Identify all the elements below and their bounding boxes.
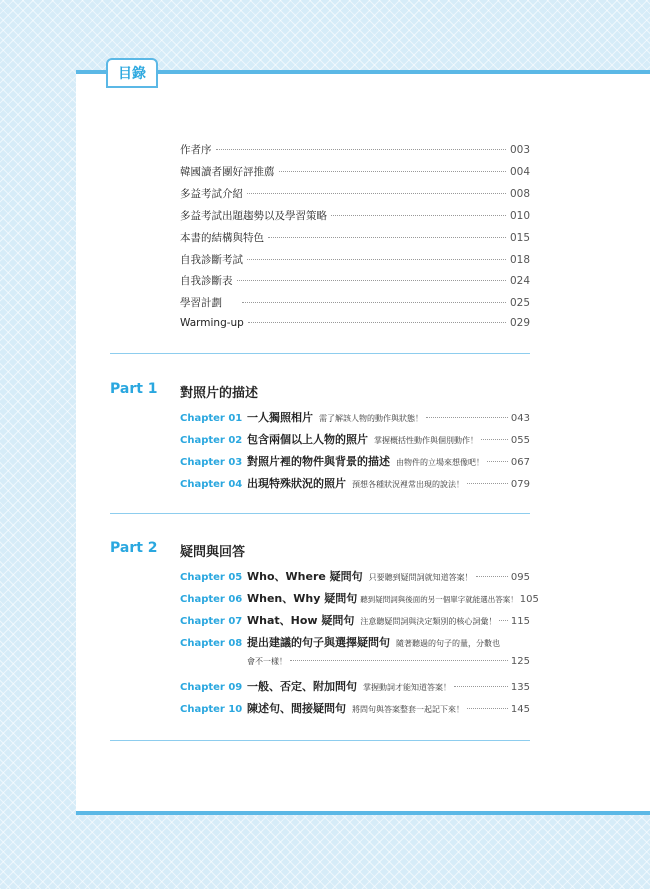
- toc-page: 025: [509, 297, 530, 309]
- toc-title: 作者序: [180, 144, 212, 156]
- toc-row[interactable]: [180, 252, 530, 267]
- chapter-title: What、How 疑問句: [247, 614, 355, 627]
- leader-dots: [426, 417, 508, 418]
- part-title: 對照片的描述: [180, 386, 259, 401]
- chapter-title: 陳述句、間接疑問句: [247, 702, 346, 715]
- part-label: Part 2: [110, 540, 158, 556]
- chapter-title: 出現特殊狀況的照片: [247, 477, 346, 490]
- chapter-code: Chapter 09: [180, 682, 243, 693]
- chapter-row-continued[interactable]: [247, 656, 530, 667]
- leader-dots: [242, 302, 506, 303]
- chapter-code: Chapter 05: [180, 572, 243, 583]
- chapter-desc: 由物件的立場來想像吧！: [396, 458, 484, 467]
- chapter-page: 043: [510, 413, 530, 424]
- chapter-desc: 掌握動詞才能知道答案！: [363, 683, 451, 692]
- chapter-title: 一般、否定、附加問句: [247, 680, 357, 693]
- chapter-row[interactable]: [180, 568, 530, 584]
- chapter-desc-continued: 會不一樣！: [247, 657, 287, 666]
- section-divider: [110, 740, 530, 741]
- leader-dots: [499, 620, 508, 621]
- toc-title: 多益考試介紹: [180, 188, 243, 200]
- toc-page: 018: [509, 254, 530, 266]
- chapter-page: 145: [510, 704, 530, 715]
- chapter-code: Chapter 04: [180, 479, 243, 490]
- toc-page: 015: [509, 232, 530, 244]
- chapter-desc: 需了解該人物的動作與狀態！: [319, 414, 423, 423]
- toc-row[interactable]: [180, 317, 530, 329]
- chapter-desc: 聽到疑問詞與後面的另一個單字就能選出答案！: [360, 595, 518, 604]
- chapter-desc: 注意聽疑問詞與決定類別的核心詞彙！: [360, 617, 497, 626]
- toc-title: 多益考試出題趨勢以及學習策略: [180, 210, 327, 222]
- chapter-page: 055: [510, 435, 530, 446]
- leader-dots: [331, 215, 506, 216]
- chapter-title: 提出建議的句子與選擇疑問句: [247, 636, 390, 649]
- leader-dots: [481, 439, 508, 440]
- chapter-row[interactable]: [180, 700, 530, 716]
- leader-dots: [467, 708, 508, 709]
- toc-page: 024: [509, 275, 530, 287]
- toc-title: 自我診斷考試: [180, 254, 243, 266]
- chapter-code: Chapter 07: [180, 616, 243, 627]
- toc-row[interactable]: [180, 208, 530, 223]
- leader-dots: [476, 576, 508, 577]
- toc-row[interactable]: [180, 142, 530, 157]
- chapter-title: 對照片裡的物件與背景的描述: [247, 455, 390, 468]
- chapter-code: Chapter 06: [180, 594, 243, 605]
- chapter-page: 115: [510, 616, 530, 627]
- chapter-page: 135: [510, 682, 530, 693]
- footer-rule: [76, 811, 650, 815]
- leader-dots: [237, 280, 506, 281]
- leader-dots: [268, 237, 506, 238]
- header-rule: [76, 70, 650, 74]
- chapter-title: 一人獨照相片: [247, 411, 313, 424]
- chapter-row[interactable]: [180, 678, 530, 694]
- toc-page: 029: [509, 317, 530, 329]
- chapter-code: Chapter 03: [180, 457, 243, 468]
- toc-page: 003: [509, 144, 530, 156]
- toc-row[interactable]: [180, 186, 530, 201]
- chapter-row[interactable]: [180, 612, 530, 628]
- section-divider: [110, 513, 530, 514]
- toc-title: 自我診斷表: [180, 275, 233, 287]
- part-label: Part 1: [110, 381, 158, 397]
- toc-title: Warming-up: [180, 317, 244, 329]
- leader-dots: [290, 660, 508, 661]
- chapter-row[interactable]: [180, 431, 530, 447]
- leader-dots: [247, 259, 506, 260]
- chapter-row[interactable]: [180, 590, 539, 606]
- chapter-row[interactable]: [180, 475, 530, 491]
- chapter-page: 125: [510, 656, 530, 667]
- leader-dots: [454, 686, 508, 687]
- chapter-page: 079: [510, 479, 530, 490]
- leader-dots: [248, 322, 506, 323]
- chapter-title: When、Why 疑問句: [247, 592, 358, 605]
- chapter-desc: 隨著聽過的句子的量，分數也: [396, 639, 500, 648]
- toc-page: 004: [509, 166, 530, 178]
- leader-dots: [467, 483, 508, 484]
- toc-title: 韓國讀者團好評推薦: [180, 166, 275, 178]
- chapter-code: Chapter 08: [180, 638, 243, 649]
- toc-row[interactable]: [180, 295, 530, 310]
- chapter-desc: 預想各種狀況裡常出現的說法！: [352, 480, 464, 489]
- toc-tab: 目錄: [106, 58, 158, 88]
- chapter-code: Chapter 01: [180, 413, 243, 424]
- chapter-row[interactable]: [180, 409, 530, 425]
- toc-title: 學習計劃: [180, 297, 222, 309]
- toc-page: 008: [509, 188, 530, 200]
- leader-dots: [279, 171, 506, 172]
- chapter-page: 095: [510, 572, 530, 583]
- chapter-title: Who、Where 疑問句: [247, 570, 363, 583]
- chapter-row[interactable]: [180, 634, 530, 650]
- part-title: 疑問與回答: [180, 545, 246, 560]
- chapter-desc: 掌握概括性動作與個別動作！: [374, 436, 478, 445]
- chapter-desc: 將問句與答案整套一起記下來！: [352, 705, 464, 714]
- toc-row[interactable]: [180, 164, 530, 179]
- chapter-page: 105: [519, 594, 539, 605]
- toc-row[interactable]: [180, 273, 530, 288]
- leader-dots: [216, 149, 506, 150]
- leader-dots: [487, 461, 508, 462]
- chapter-title: 包含兩個以上人物的照片: [247, 433, 368, 446]
- toc-row[interactable]: [180, 230, 530, 245]
- chapter-page: 067: [510, 457, 530, 468]
- chapter-code: Chapter 10: [180, 704, 243, 715]
- toc-page: 010: [509, 210, 530, 222]
- chapter-code: Chapter 02: [180, 435, 243, 446]
- section-divider: [110, 353, 530, 354]
- chapter-row[interactable]: [180, 453, 530, 469]
- leader-dots: [247, 193, 506, 194]
- chapter-desc: 只要聽到疑問詞就知道答案！: [368, 573, 473, 582]
- toc-title: 本書的結構與特色: [180, 232, 264, 244]
